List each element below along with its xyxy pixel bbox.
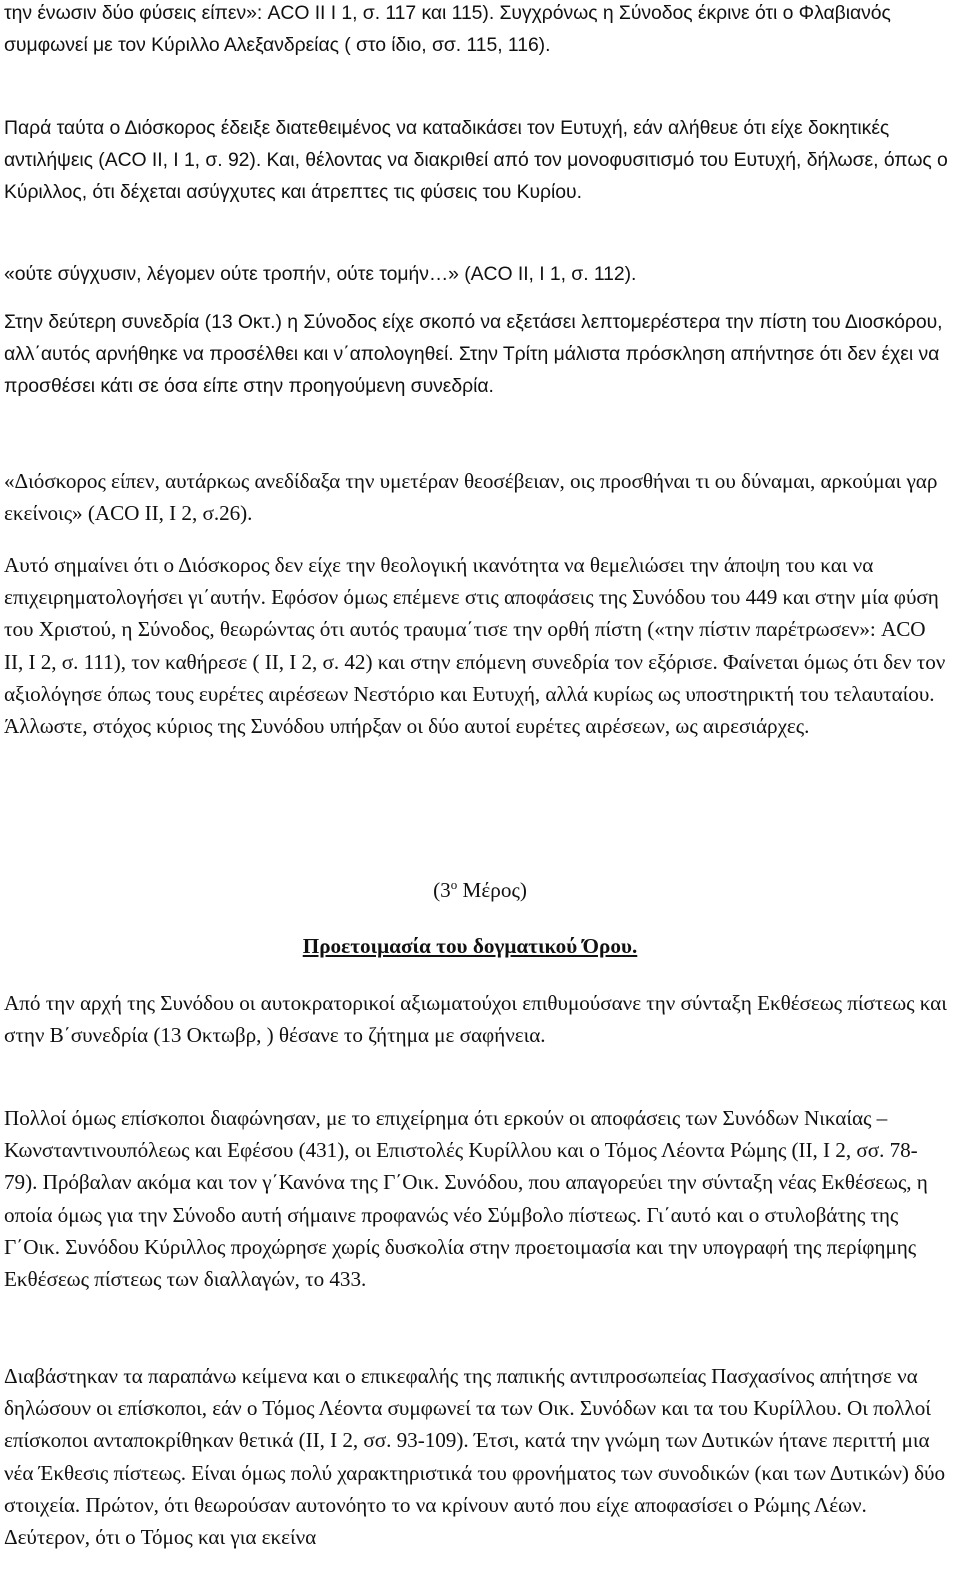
paragraph-3-quote: «ούτε σύγχυσιν, λέγομεν ούτε τροπήν, ούτε τομήν…» (ACO II, I 1, σ. 112).: [4, 263, 637, 285]
part-label-prefix: (3: [433, 878, 451, 903]
paragraph-2: Παρά ταύτα ο Διόσκορος έδειξε διατεθειμένος να καταδικάσει τον Ευτυχή, εάν αλήθευε ότι είχε δοκητικές αντιλήψεις (ACO II, I 1, σ. 92). Και, θέλοντας να διακριθεί από τον μονοφυσιτισμό του Ευτυχή, δήλωσε, όπως ο Κύριλλος, ότι δέχεται ασύγχυτες και άτρεπτες τις φύσεις του Κυρίου.: [4, 117, 948, 203]
part-label-superscript: ο: [450, 877, 458, 892]
paragraph-5-quote: «Διόσκορος είπεν, αυτάρκως ανεδίδαξα την υμετέραν θεοσέβειαν, οις προσθήναι τι ου δύναμαι, αρκούμαι γαρ εκείνοις» (ACO II, I 2, σ.26).: [4, 469, 938, 526]
paragraph-8: Πολλοί όμως επίσκοποι διαφώνησαν, με το επιχείρημα ότι ερκούν οι αποφάσεις των Συνόδων Νικαίας – Κωνσταντινουπόλεως και Εφέσου (431), οι Επιστολές Κυρίλλου και ο Τόμος Λέοντα Ρώμης (II, I 2, σσ. 78-79). Πρόβαλαν ακόμα και τον γ΄Κανόνα της Γ΄Οικ. Συνόδου, που απαγορεύει την σύνταξη νέας Εκθέσεως, η οποία όμως για την Σύνοδο αυτή σήμαινε προφανώς νέο Σύμβολο πίστεως. Γι΄αυτό και ο στυλοβάτης της Γ΄Οικ. Συνόδου Κύριλλος προχώρησε χωρίς δυσκολία στην προετοιμασία και την υπογραφή της περίφημης Εκθέσεως πίστεως των διαλλαγών, το 433.: [4, 1106, 928, 1292]
part-label-suffix: Μέρος): [457, 878, 527, 903]
paragraph-1: την ένωσιν δύο φύσεις είπεν»: ACO II I 1, σ. 117 και 115). Συγχρόνως η Σύνοδος έκρινε ότι ο Φλαβιανός συμφωνεί με τον Κύριλλο Αλεξανδρείας ( στο ίδιο, σσ. 115, 116).: [4, 2, 891, 56]
paragraph-4: Στην δεύτερη συνεδρία (13 Οκτ.) η Σύνοδος είχε σκοπό να εξετάσει λεπτομερέστερα την πίστη του Διοσκόρου, αλλ΄αυτός αρνήθηκε να προσέλθει και ν΄απολογηθεί. Στην Τρίτη μάλιστα πρόσκληση απήντησε ότι δεν έχει να προσθέσει κάτι σε όσα είπε στην προηγούμενη συνεδρία.: [4, 311, 943, 397]
paragraph-9: Διαβάστηκαν τα παραπάνω κείμενα και ο επικεφαλής της παπικής αντιπροσωπείας Πασχασίνος απήτησε να δηλώσουν οι επίσκοποι, εάν ο Τόμος Λέοντα συμφωνεί τα των Οικ. Συνόδων και τα του Κυρίλλου. Οι πολλοί επίσκοποι ανταποκρίθηκαν θετικά (II, I 2, σσ. 93-109). Έτσι, κατά την γνώμη των Δυτικών ήτανε περιττή μια νέα Έκθεσις πίστεως. Είναι όμως πολύ χαρακτηριστικά του φρονήματος των συνοδικών (και των Δυτικών) δύο στοιχεία. Πρώτον, ότι θεωρούσαν αυτονόητο το να κρίνουν αυτό που είχε αποφασίσει ο Ρώμης Λέων. Δεύτερον, ότι ο Τόμος και για εκείνα: [4, 1364, 946, 1550]
section-heading: Προετοιμασία του δογματικού Όρου.: [302, 934, 638, 958]
paragraph-6: Αυτό σημαίνει ότι ο Διόσκορος δεν είχε την θεολογική ικανότητα να θεμελιώσει την άποψη του και να επιχειρηματολογήσει γι΄αυτήν. Εφόσον όμως επέμενε στις αποφάσεις της Συνόδου του 449 και στην μία φύση του Χριστού, η Σύνοδος, θεωρώντας ότι αυτός τραυμα΄τισε την ορθή πίστη («την πίστιν παρέτρωσεν»: ACO II, I 2, σ. 111), τον καθήρεσε ( II, I 2, σ. 42) και στην επόμενη συνεδρία τον εξόρισε. Φαίνεται όμως ότι δεν τον αξιολόγησε όπως τους ευρέτες αιρέσεων Νεστόριο και Ευτυχή, αλλά κυρίως ως υποστηρικτή του τελαυταίου. Άλλωστε, στόχος κύριος της Συνόδου υπήρξαν οι δύο αυτοί ευρέτες αιρέσεων, ως αιρεσιάρχες.: [4, 553, 946, 739]
paragraph-7: Από την αρχή της Συνόδου οι αυτοκρατορικοί αξιωματούχοι επιθυμούσανε την σύνταξη Εκθέσεως πίστεως και στην Β΄συνεδρία (13 Οκτωβρ, ) θέσανε το ζήτημα με σαφήνεια.: [4, 991, 947, 1048]
part-label: [0, 877, 960, 903]
